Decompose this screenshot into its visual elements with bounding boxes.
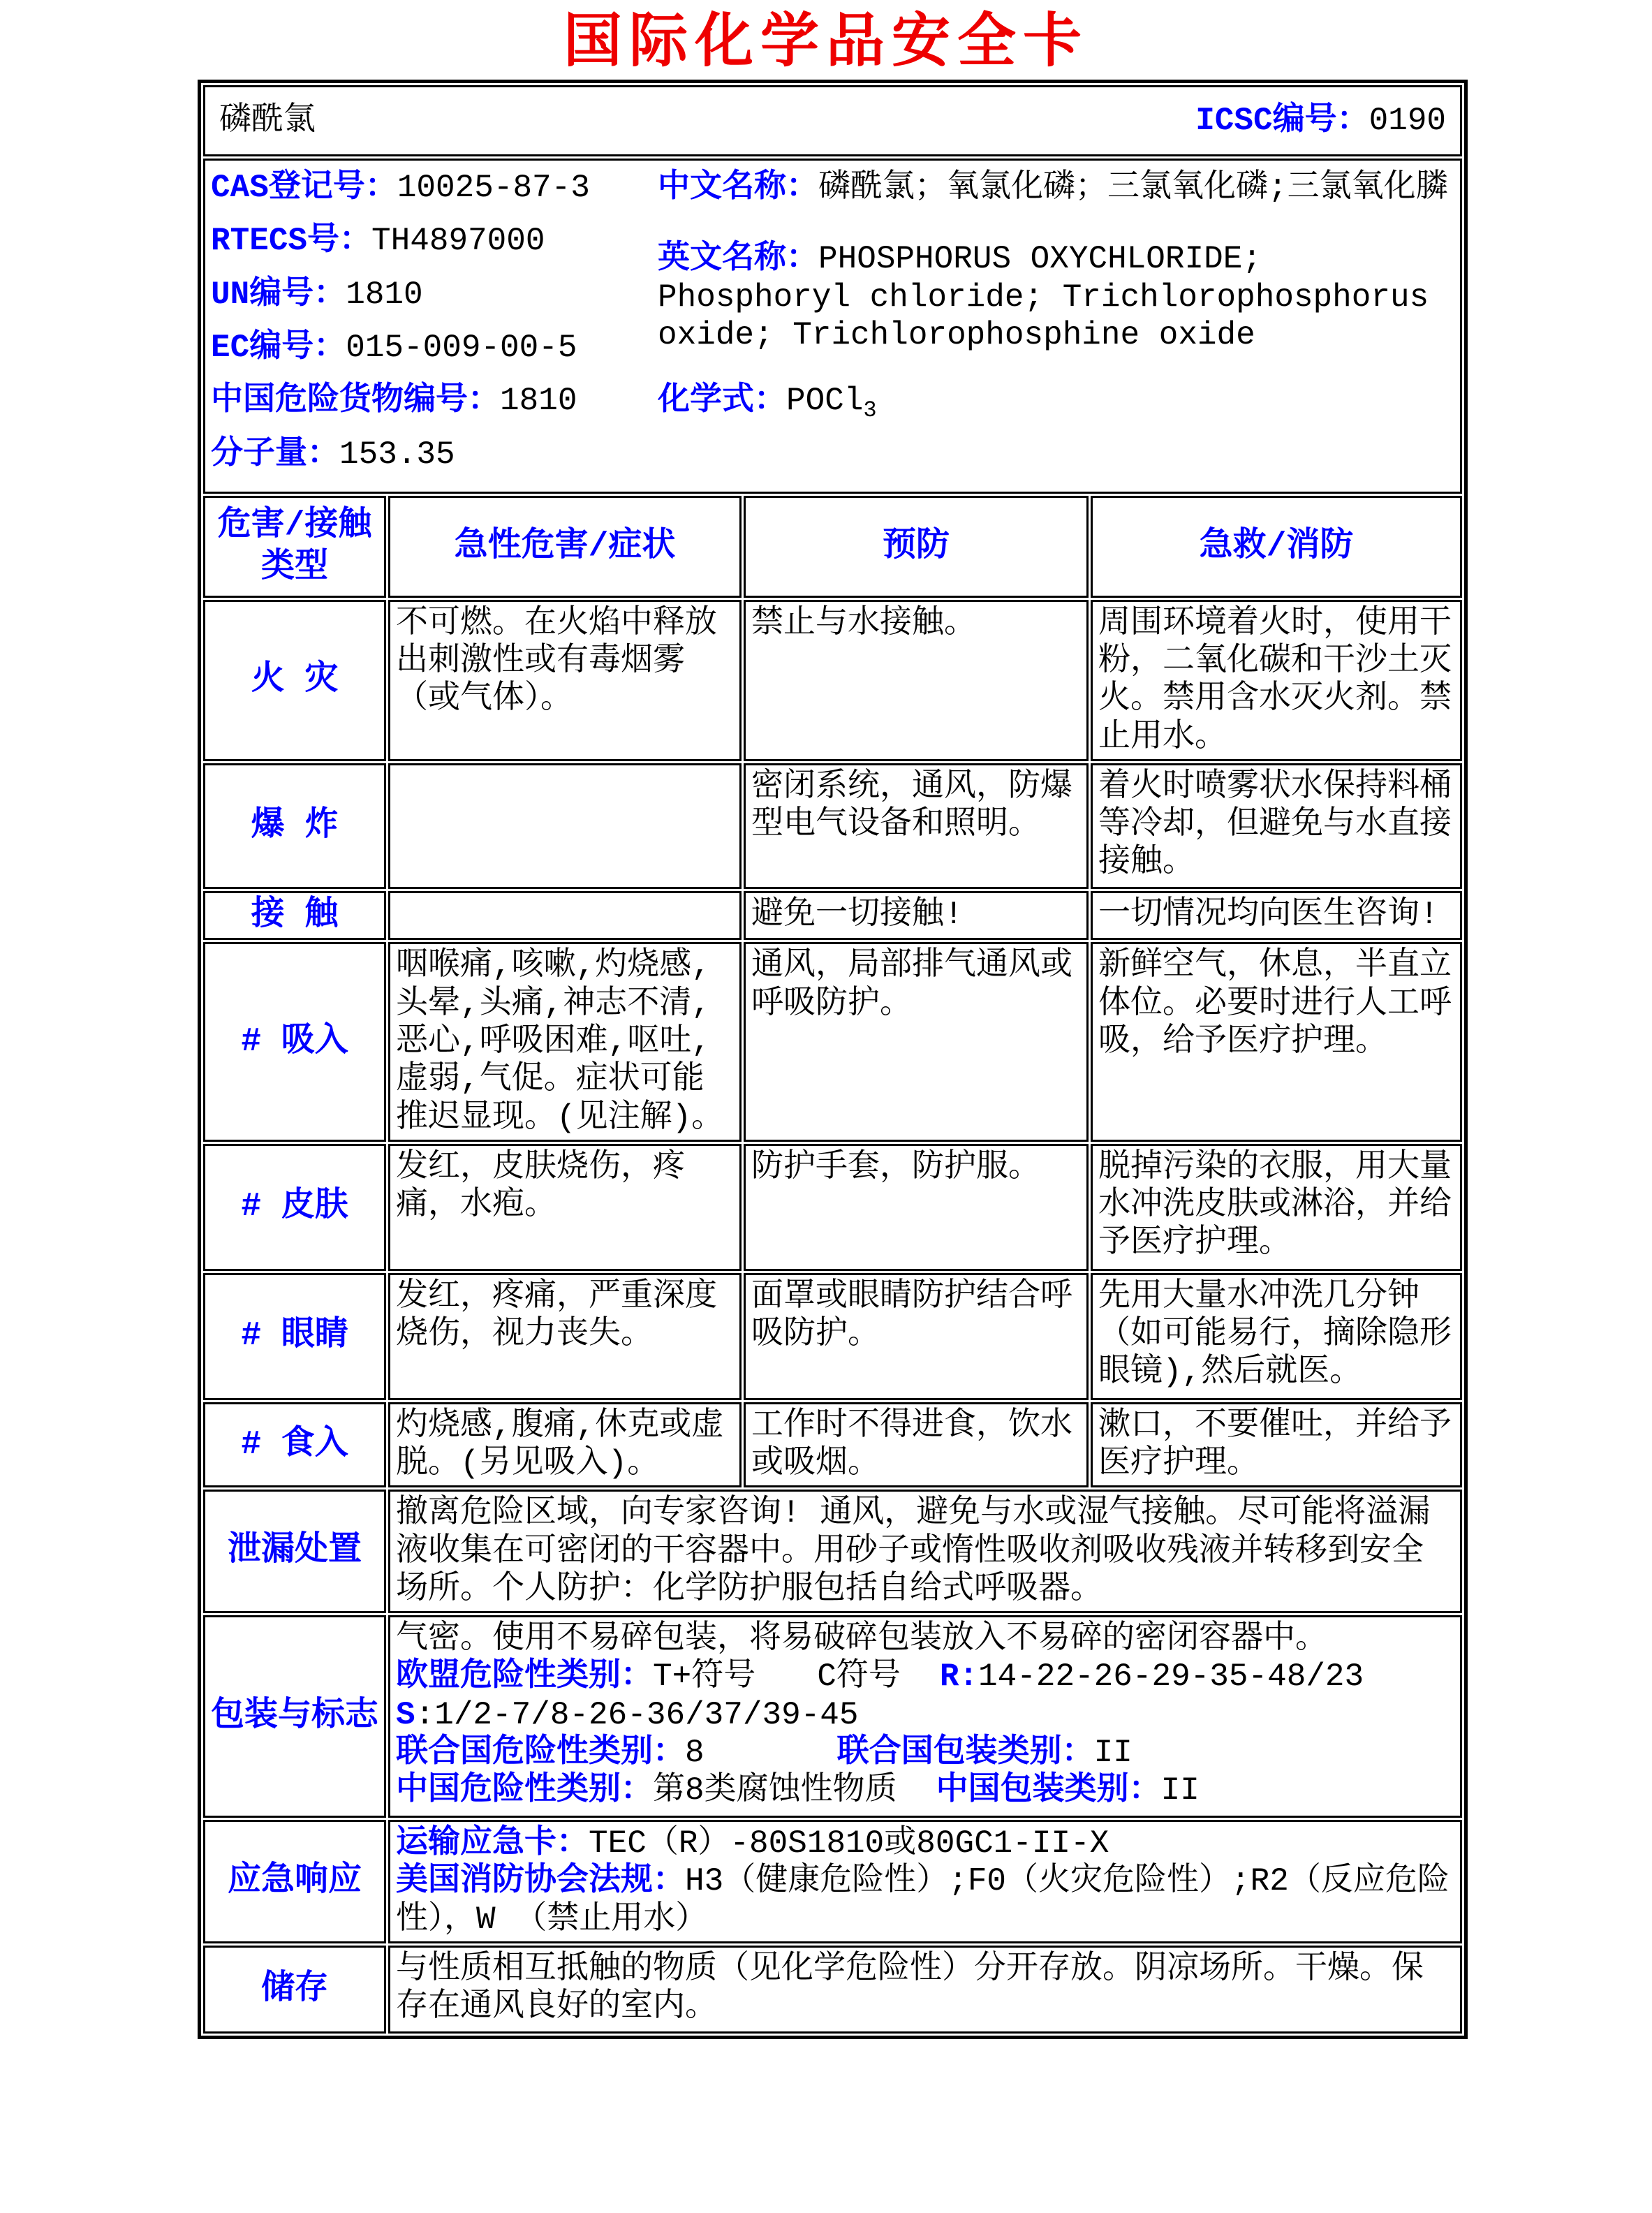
header-acute-hazards: 急性危害/症状 [388,496,742,598]
packaging-label: 包装与标志 [203,1615,386,1818]
ingestion-symptom: 灼烧感,腹痛,休克或虚脱。(另见吸入)。 [388,1402,742,1488]
explosion-label: 爆 炸 [203,763,386,889]
icsc-number-label: ICSC编号： [1195,103,1369,140]
icsc-number-value: 0190 [1369,103,1447,140]
transport-emergency-card [396,1825,1454,1862]
cn-hazard-class-value: 第8类腐蚀性物质 [653,1772,897,1809]
skin-response: 脱掉污染的衣服，用大量水冲洗皮肤或淋浴，并给予医疗护理。 [1091,1144,1462,1271]
row-emergency-response [203,1820,1462,1943]
storage-label: 储存 [203,1946,386,2034]
header-hazard-type: 危害/接触 类型 [203,496,386,598]
row-ingestion [203,1402,1462,1488]
nfpa-code [396,1862,1454,1939]
nfpa-value: H3（健康危险性）;F0（火灾危险性）;R2（反应危险性），W （禁止用水） [396,1863,1450,1938]
header-first-aid: 急救/消防 [1091,496,1462,598]
spill-text: 撤离危险区域，向专家咨询! 通风，避免与水或湿气接触。尽可能将溢漏液收集在可密闭的干容器中。用砂子或惰性吸收剂吸收残液并转移到安全场所。个人防护：化学防护服包括自给式呼吸器。 [388,1490,1462,1613]
chemical-formula: 化学式：POCl$_3$ [658,383,877,424]
row-explosion [203,763,1462,889]
china-dangerous-goods-number: 中国危险货物编号：1810 [211,383,577,420]
packaging-line-cn [396,1772,1454,1809]
row-storage [203,1946,1462,2034]
contact-symptom [388,891,742,941]
c-symbol-value: C符号 [817,1659,901,1696]
fire-label: 火 灾 [203,600,386,761]
packaging-line-eu [396,1658,1454,1696]
r-phrases-label: R: [939,1659,979,1696]
cn-hazard-class-label: 中国危险性类别： [396,1772,653,1809]
packaging-line-un [396,1734,1454,1772]
emergency-content [388,1820,1462,1943]
contact-response: 一切情况均向医生咨询! [1091,891,1462,941]
packaging-content [388,1615,1462,1818]
row-eyes [203,1273,1462,1400]
s-phrases-value: :1/2-7/8-26-36/37/39-45 [415,1696,859,1733]
un-number: UN编号：1810 [211,276,423,313]
ec-number: EC编号：015-009-00-5 [211,329,577,366]
eyes-symptom: 发红，疼痛，严重深度烧伤，视力丧失。 [388,1273,742,1400]
contact-prevention: 避免一切接触! [744,891,1089,941]
ingestion-prevention: 工作时不得进食，饮水或吸烟。 [744,1402,1089,1488]
cn-pack-group-label: 中国包装类别： [936,1772,1161,1809]
row-skin [203,1144,1462,1271]
cas-number: CAS登记号：10025-87-3 [211,170,590,207]
row-packaging-labelling [203,1615,1462,1818]
explosion-response: 着火时喷雾状水保持料桶等冷却，但避免与水直接接触。 [1091,763,1462,889]
inhalation-prevention: 通风，局部排气通风或呼吸防护。 [744,942,1089,1141]
eyes-response: 先用大量水冲洗几分钟（如可能易行，摘除隐形眼镜),然后就医。 [1091,1273,1462,1400]
row-inhalation [203,942,1462,1141]
eu-hazard-class-value: T+符号 [653,1659,756,1696]
inhalation-label: # 吸入 [203,942,386,1141]
inhalation-symptom: 咽喉痛,咳嗽,灼烧感,头晕,头痛,神志不清,恶心,呼吸困难,呕吐,虚弱,气促。症状可能推迟显现。(见注解)。 [388,942,742,1141]
spill-label: 泄漏处置 [203,1490,386,1613]
fire-prevention: 禁止与水接触。 [744,600,1089,761]
un-pack-group-value: II [1093,1734,1133,1771]
name-row [203,85,1462,156]
un-hazard-class-label: 联合国危险性类别： [396,1734,685,1771]
icsc-card-table [198,80,1468,2039]
identification-row [203,159,1462,494]
eu-hazard-class-label: 欧盟危险性类别： [396,1659,653,1696]
icsc-number [1195,102,1446,140]
fire-response: 周围环境着火时，使用干粉，二氧化碳和干沙土灭火。禁用含水灭火剂。禁止用水。 [1091,600,1462,761]
name-cell [203,85,1462,156]
r-phrases-value: 14-22-26-29-35-48/23 [978,1659,1364,1696]
un-pack-group-label: 联合国包装类别： [836,1734,1094,1771]
fire-symptom: 不可燃。在火焰中释放出刺激性或有毒烟雾（或气体）。 [388,600,742,761]
row-fire [203,600,1462,761]
un-hazard-class-value: 8 [685,1734,705,1771]
inhalation-response: 新鲜空气，休息，半直立体位。必要时进行人工呼吸，给予医疗护理。 [1091,942,1462,1141]
identification-cell [203,159,1462,494]
skin-label: # 皮肤 [203,1144,386,1271]
explosion-symptom [388,763,742,889]
hazard-table-header [203,496,1462,598]
page-title: 国际化学品安全卡 [563,6,1089,75]
packaging-line-airtight: 气密。使用不易碎包装，将易破碎包装放入不易碎的密闭容器中。 [396,1621,1327,1658]
tec-value: TEC（R）-80S1810或80GC1-II-X [589,1825,1109,1862]
identification-left-column [211,169,658,489]
identification-right-column [658,169,1454,489]
contact-label: 接 触 [203,891,386,941]
row-contact [203,891,1462,941]
eyes-prevention: 面罩或眼睛防护结合呼吸防护。 [744,1273,1089,1400]
english-name: 英文名称：PHOSPHORUS OXYCHLORIDE; Phosphoryl chloride; Trichlorophosphorus oxide; Trichlorophosphine oxide [658,241,1429,353]
emergency-label: 应急响应 [203,1820,386,1943]
rtecs-number: RTECS号：TH4897000 [211,223,545,260]
chinese-name: 中文名称：磷酰氯；氧氯化磷；三氯氧化磷;三氯氧化膦 [658,170,1448,207]
skin-symptom: 发红，皮肤烧伤，疼痛，水疱。 [388,1144,742,1271]
molecular-weight: 分子量：153.35 [211,436,455,473]
row-spill-disposal [203,1490,1462,1613]
explosion-prevention: 密闭系统，通风，防爆型电气设备和照明。 [744,763,1089,889]
packaging-line-s [396,1696,1454,1734]
skin-prevention: 防护手套，防护服。 [744,1144,1089,1271]
ingestion-response: 漱口，不要催吐，并给予医疗护理。 [1091,1402,1462,1488]
substance-name: 磷酰氯 [219,103,316,140]
ingestion-label: # 食入 [203,1402,386,1488]
tec-label: 运输应急卡： [396,1825,589,1862]
eyes-label: # 眼睛 [203,1273,386,1400]
s-phrases-label: S [396,1696,415,1733]
storage-text: 与性质相互抵触的物质（见化学危险性）分开存放。阴凉场所。干燥。保存在通风良好的室内。 [388,1946,1462,2034]
cn-pack-group-value: II [1160,1772,1200,1809]
header-prevention: 预防 [744,496,1089,598]
nfpa-label: 美国消防协会法规： [396,1863,685,1900]
